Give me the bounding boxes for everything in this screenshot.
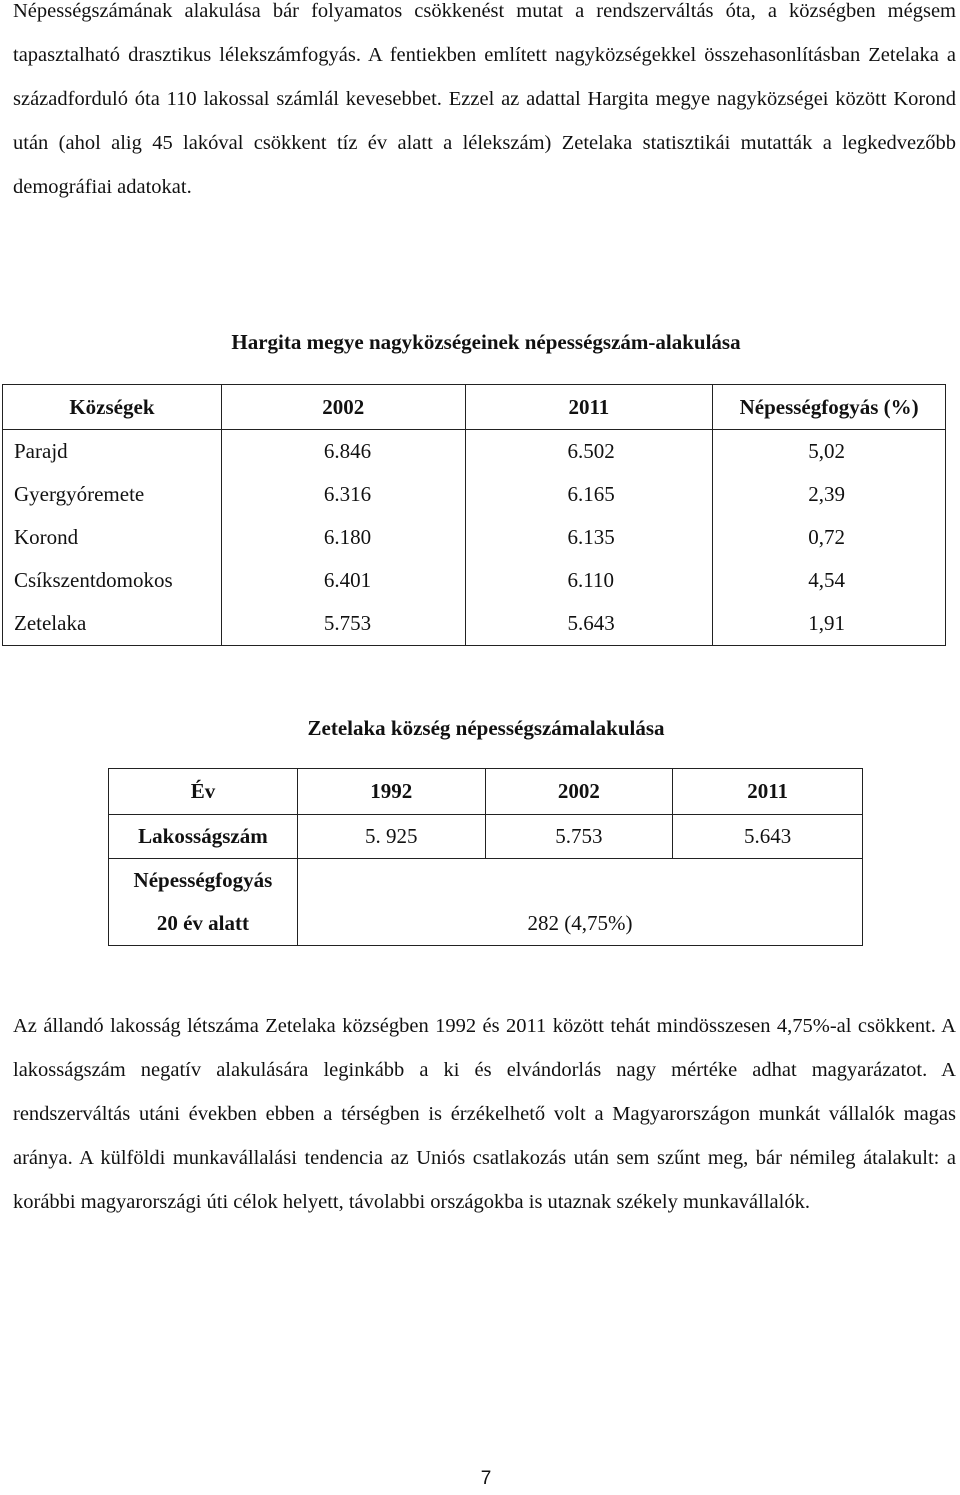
table-row bbox=[3, 473, 946, 516]
village-name: Korond bbox=[3, 516, 222, 559]
table-row bbox=[3, 559, 946, 602]
intro-paragraph: Népességszámának alakulása bár folyamatos csökkenést mutat a rendszerváltás óta, a községben mégsem tapasztalható drasztikus lélekszámfogyás. A fentiekben említett nagyközségekkel összehasonlításban Zetelaka a századforduló óta 110 lakossal számlál kevesebbet. Ezzel az adattal Hargita megye nagyközségei között Korond után (ahol alig 45 lakóval csökkent tíz év alatt a lélekszám) Zetelaka statisztikái mutatták a legkedvezőbb demográfiai adatokat. bbox=[13, 0, 956, 198]
decline-percent: 2,39 bbox=[713, 473, 946, 516]
table-row bbox=[109, 859, 863, 946]
column-header: Év bbox=[109, 769, 298, 815]
column-header: 2011 bbox=[465, 385, 713, 430]
population-1992: 5. 925 bbox=[297, 815, 485, 859]
village-name: Zetelaka bbox=[3, 602, 222, 646]
closing-paragraph: Az állandó lakosság létszáma Zetelaka községben 1992 és 2011 között tehát mindösszesen 4,75%-al csökkent. A lakosságszám negatív alakulására leginkább a ki és elvándorlás nagy mértéke adhat magyarázatot. A rendszerváltás utáni években ebben a térségben is érzékelhető volt a Magyarországon munkát vállalók magas aránya. A külföldi munkavállalási tendencia az Uniós csatlakozás után sem szűnt meg, bár némileg átalakult: a korábbi magyarországi úti célok helyett, távolabbi országokba is utaznak székely munkavállalók. bbox=[13, 1015, 956, 1213]
population-table-county bbox=[2, 384, 946, 646]
population-2011: 6.135 bbox=[465, 516, 713, 559]
column-header: Népességfogyás (%) bbox=[713, 385, 946, 430]
population-2011: 6.165 bbox=[465, 473, 713, 516]
population-label: Lakosságszám bbox=[109, 815, 298, 859]
decline-percent: 5,02 bbox=[713, 430, 946, 474]
table-header-row bbox=[3, 385, 946, 430]
decline-percent: 0,72 bbox=[713, 516, 946, 559]
column-header: 2011 bbox=[673, 769, 863, 815]
population-2002: 5.753 bbox=[485, 815, 673, 859]
decline-value: 282 (4,75%) bbox=[297, 859, 862, 946]
population-2011: 6.502 bbox=[465, 430, 713, 474]
population-table-zetelaka bbox=[108, 768, 863, 946]
decline-percent: 4,54 bbox=[713, 559, 946, 602]
table-row bbox=[3, 602, 946, 646]
decline-percent: 1,91 bbox=[713, 602, 946, 646]
population-2002: 6.846 bbox=[221, 430, 465, 474]
column-header: Községek bbox=[3, 385, 222, 430]
decline-label-line2: 20 év alatt bbox=[156, 911, 250, 935]
population-2002: 6.401 bbox=[221, 559, 465, 602]
decline-label-line1: Népességfogyás bbox=[133, 868, 273, 892]
table-row bbox=[109, 815, 863, 859]
table1-title: Hargita megye nagyközségeinek népességszám-alakulása bbox=[231, 330, 741, 354]
population-2002: 6.180 bbox=[221, 516, 465, 559]
table-row bbox=[3, 430, 946, 474]
population-2011: 5.643 bbox=[673, 815, 863, 859]
population-2011: 5.643 bbox=[465, 602, 713, 646]
village-name: Parajd bbox=[3, 430, 222, 474]
table-row bbox=[3, 516, 946, 559]
column-header: 2002 bbox=[221, 385, 465, 430]
table-header-row bbox=[109, 769, 863, 815]
column-header: 2002 bbox=[485, 769, 673, 815]
village-name: Csíkszentdomokos bbox=[3, 559, 222, 602]
population-2002: 6.316 bbox=[221, 473, 465, 516]
population-2002: 5.753 bbox=[221, 602, 465, 646]
page-number: 7 bbox=[480, 1468, 492, 1489]
decline-label bbox=[109, 859, 298, 946]
column-header: 1992 bbox=[297, 769, 485, 815]
table2-title: Zetelaka község népességszámalakulása bbox=[307, 716, 665, 740]
population-2011: 6.110 bbox=[465, 559, 713, 602]
village-name: Gyergyóremete bbox=[3, 473, 222, 516]
